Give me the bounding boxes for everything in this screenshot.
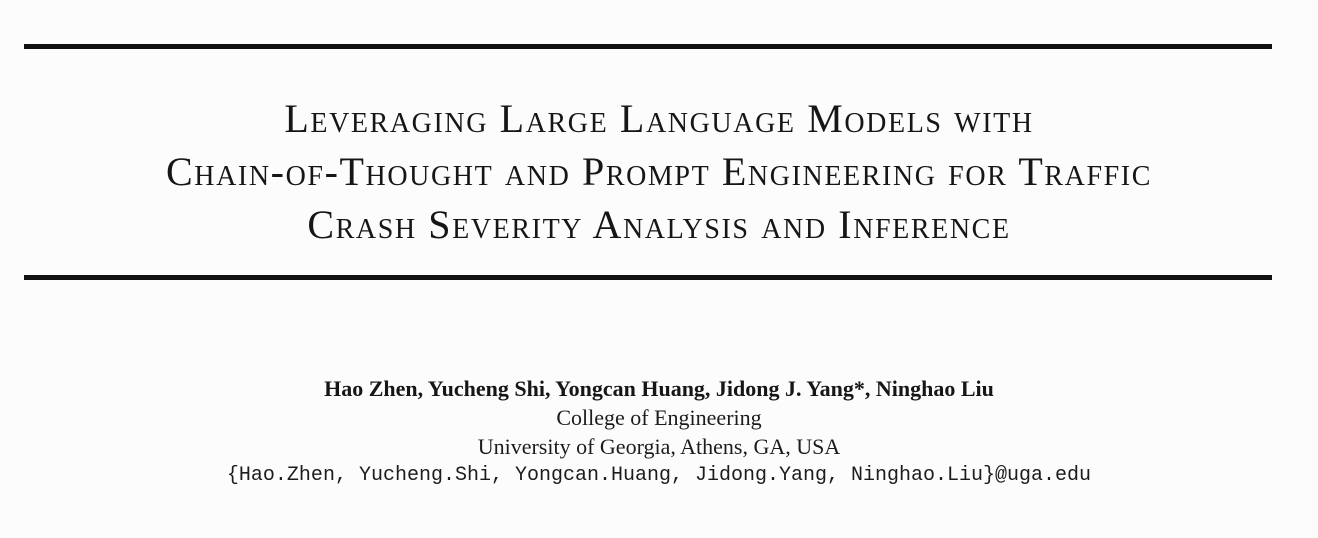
title-line-2: Chain-of-Thought and Prompt Engineering for Traffic bbox=[165, 149, 1152, 194]
title-line-1: Leveraging Large Language Models with bbox=[284, 96, 1034, 141]
author-block bbox=[0, 374, 1318, 491]
paper-title bbox=[0, 92, 1318, 251]
author-emails: {Hao.Zhen, Yucheng.Shi, Yongcan.Huang, Jidong.Yang, Ninghao.Liu}@uga.edu bbox=[226, 464, 1092, 487]
affiliation-university: University of Georgia, Athens, GA, USA bbox=[477, 434, 841, 459]
affiliation-college: College of Engineering bbox=[556, 405, 762, 430]
title-top-rule bbox=[24, 44, 1272, 49]
author-list: Hao Zhen, Yucheng Shi, Yongcan Huang, Jidong J. Yang*, Ninghao Liu bbox=[324, 376, 994, 401]
title-line-3: Crash Severity Analysis and Inference bbox=[307, 202, 1011, 247]
title-bottom-rule bbox=[24, 275, 1272, 280]
